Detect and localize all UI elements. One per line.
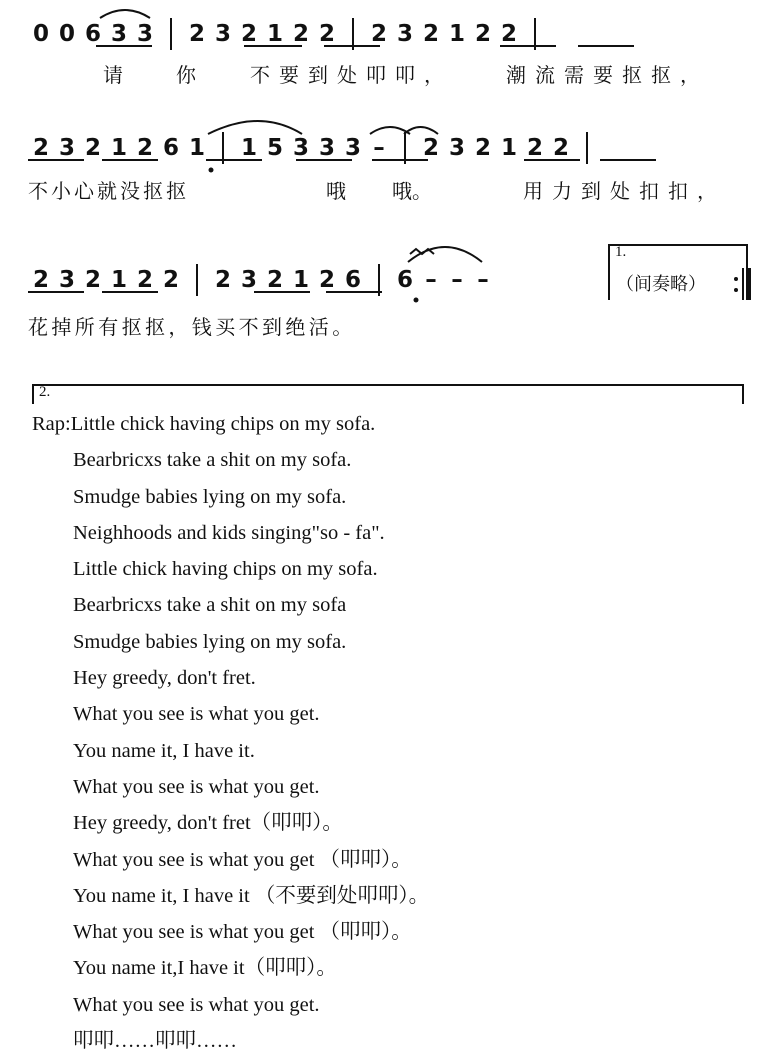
note: 3 (292, 135, 309, 161)
note: 2 (162, 267, 179, 293)
note: 3 (344, 135, 361, 161)
lyric: 你 (176, 63, 196, 87)
slur (208, 121, 302, 134)
note: 3 (448, 135, 465, 161)
note: 3 (136, 21, 153, 47)
rap-line: You name it, I have it （不要到处叩叩）。 (73, 884, 430, 907)
note: 2 (370, 21, 387, 47)
note: 2 (84, 135, 101, 161)
note: 2 (214, 267, 231, 293)
lyric: 不小心就没抠抠 (28, 179, 189, 203)
lyric: 哦 (326, 179, 346, 203)
note: 1 (110, 135, 127, 161)
lyric: 潮流需要抠抠， (506, 63, 709, 87)
note: 5 (266, 135, 283, 161)
note: 3 (318, 135, 335, 161)
octave-dot (414, 298, 419, 303)
note: 2 (318, 21, 335, 47)
note: 3 (396, 21, 413, 47)
note: 2 (500, 21, 517, 47)
note: 2 (266, 267, 283, 293)
note: 1 (240, 135, 257, 161)
rap-line: 叩叩……叩叩…… (73, 1030, 237, 1053)
note: 1 (448, 21, 465, 47)
note: 6 (84, 21, 101, 47)
lyric: 花掉所有抠抠，钱买不到绝活。 (28, 315, 356, 339)
note: 6 (162, 135, 179, 161)
rap-line: What you see is what you get （叩叩）。 (73, 848, 412, 871)
rap-line: What you see is what you get. (73, 703, 320, 726)
note: 0 (32, 21, 49, 47)
note: 2 (240, 21, 257, 47)
lyric: 用力到处扣扣， (523, 179, 726, 203)
note: – (425, 267, 437, 293)
lyric: 哦。 (392, 179, 432, 203)
slur (100, 10, 150, 18)
rap-line: Bearbricxs take a shit on my sofa. (73, 449, 352, 472)
note: 2 (422, 135, 439, 161)
rap-line: Bearbricxs take a shit on my sofa (73, 594, 347, 617)
rap-text: Little chick having chips on my sofa. (70, 413, 376, 435)
note: – (373, 135, 385, 161)
lyric: 请 (103, 63, 123, 87)
rap-line: Hey greedy, don't fret. (73, 667, 256, 690)
note: 2 (84, 267, 101, 293)
rap-prefix: Rap: (32, 413, 71, 435)
volta-1-label: 1. (615, 244, 627, 260)
note: 6 (344, 267, 361, 293)
volta-2-label: 2. (39, 384, 51, 400)
note: 1 (266, 21, 283, 47)
note: 6 (396, 267, 413, 293)
rap-line: What you see is what you get （叩叩）。 (73, 921, 412, 944)
note: 3 (240, 267, 257, 293)
note: 2 (292, 21, 309, 47)
note: 1 (188, 135, 205, 161)
rap-line: What you see is what you get. (73, 775, 320, 798)
rap-line: You name it,I have it（叩叩）。 (73, 957, 337, 980)
note: – (451, 267, 463, 293)
lyric: 不要到处叩叩， (250, 63, 453, 87)
note: 2 (188, 21, 205, 47)
note: 2 (474, 21, 491, 47)
note: 2 (552, 135, 569, 161)
rap-line: What you see is what you get. (73, 993, 320, 1016)
note: 2 (32, 135, 49, 161)
note: 1 (110, 267, 127, 293)
note: 3 (110, 21, 127, 47)
note: 1 (500, 135, 517, 161)
note: 2 (422, 21, 439, 47)
note: – (477, 267, 489, 293)
note: 3 (58, 267, 75, 293)
interlude-note: （间奏略） (616, 274, 706, 295)
note: 2 (526, 135, 543, 161)
rap-line: Smudge babies lying on my sofa. (73, 485, 347, 508)
note: 1 (292, 267, 309, 293)
note: 2 (32, 267, 49, 293)
slur (408, 247, 482, 262)
rap-line: You name it, I have it. (73, 739, 255, 762)
rap-line: Little chick having chips on my sofa. (73, 558, 378, 581)
note: 3 (214, 21, 231, 47)
ornament-mark (410, 249, 434, 254)
note: 2 (136, 135, 153, 161)
note: 0 (58, 21, 75, 47)
rap-line: Neighhoods and kids singing"so - fa". (73, 521, 385, 544)
note: 2 (318, 267, 335, 293)
note: 2 (474, 135, 491, 161)
rap-line: Smudge babies lying on my sofa. (73, 630, 347, 653)
note: 2 (136, 267, 153, 293)
octave-dot (209, 168, 214, 173)
note: 3 (58, 135, 75, 161)
rap-line: Hey greedy, don't fret（叩叩）。 (73, 812, 343, 835)
